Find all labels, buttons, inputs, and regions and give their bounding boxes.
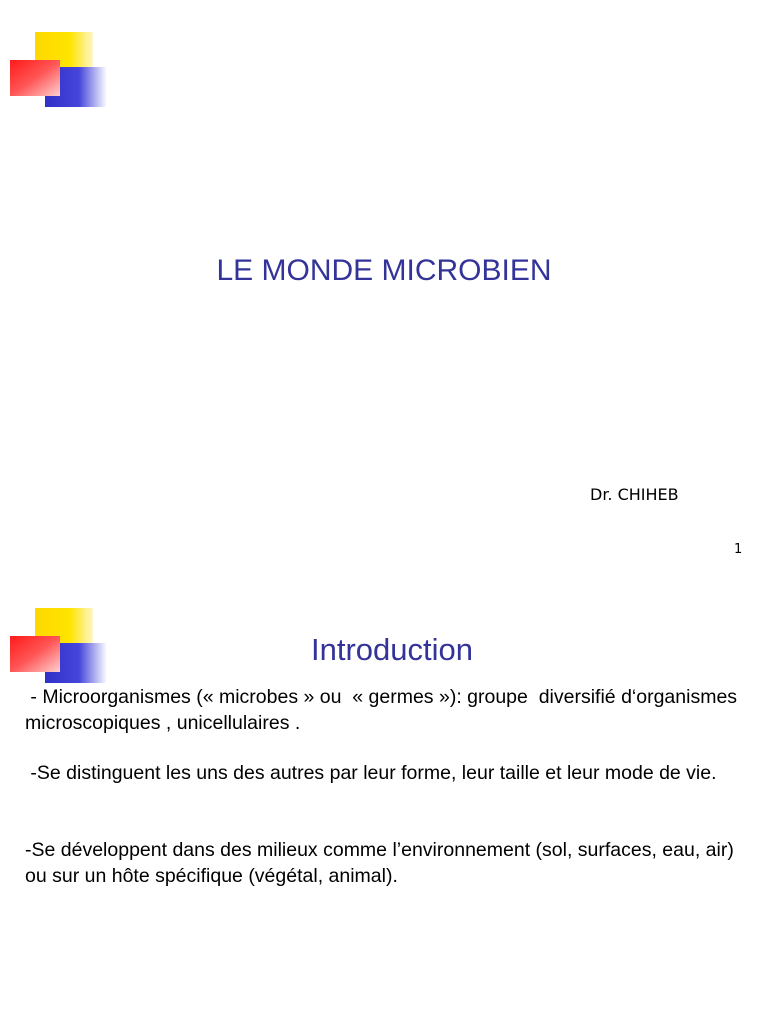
- red-square: [10, 60, 60, 96]
- paragraph: - Microorganismes (« microbes » ou « germes »): groupe diversifié d‘organismes microscopiques , unicellulaires .: [25, 686, 743, 734]
- slide-title: LE MONDE MICROBIEN: [216, 254, 552, 287]
- author-name: Dr. CHIHEB: [590, 485, 679, 504]
- paragraph: -Se développent dans des milieux comme l’environnement (sol, surfaces, eau, air) ou sur un hôte spécifique (végétal, animal).: [25, 839, 740, 887]
- section-title: Introduction: [311, 632, 473, 667]
- decorative-squares-logo: [10, 32, 110, 112]
- paragraph: -Se distinguent les uns des autres par leur forme, leur taille et leur mode de vie.: [25, 762, 717, 784]
- slide-2: [0, 576, 768, 1024]
- page-number: 1: [734, 542, 743, 557]
